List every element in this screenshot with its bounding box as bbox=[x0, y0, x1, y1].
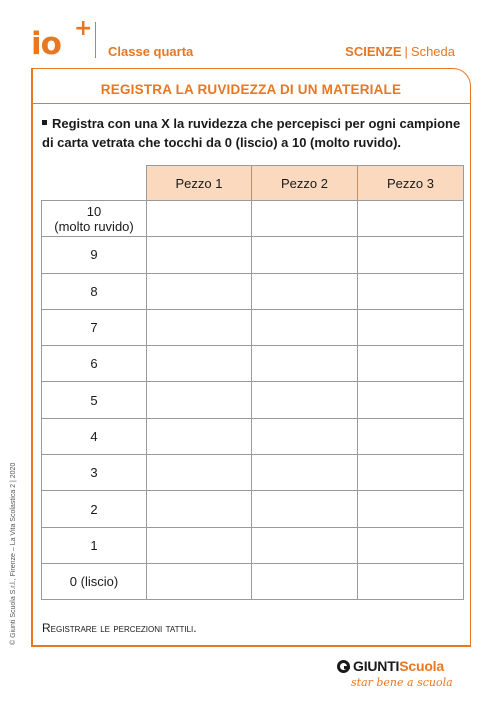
footer-note: Registrare le percezioni tattili. bbox=[42, 621, 197, 635]
answer-cell[interactable] bbox=[252, 201, 358, 237]
answer-cell[interactable] bbox=[358, 237, 464, 273]
answer-cell[interactable] bbox=[358, 455, 464, 491]
answer-cell[interactable] bbox=[358, 491, 464, 527]
answer-cell[interactable] bbox=[252, 382, 358, 418]
row-label bbox=[42, 382, 147, 418]
plus-icon: + bbox=[74, 16, 93, 41]
answer-cell[interactable] bbox=[147, 309, 252, 345]
table-row bbox=[42, 237, 464, 273]
answer-cell[interactable] bbox=[358, 382, 464, 418]
answer-cell[interactable] bbox=[358, 563, 464, 599]
row-label-value: 9 bbox=[90, 247, 98, 263]
logo-text: io bbox=[31, 26, 61, 62]
row-label bbox=[42, 455, 147, 491]
card-border-bottom bbox=[31, 645, 471, 647]
row-label-value: 4 bbox=[90, 428, 98, 444]
subject-label bbox=[345, 44, 455, 59]
answer-cell[interactable] bbox=[252, 346, 358, 382]
row-label bbox=[42, 491, 147, 527]
table-row bbox=[42, 455, 464, 491]
row-label-value: 0 (liscio) bbox=[69, 574, 119, 590]
answer-cell[interactable] bbox=[147, 527, 252, 563]
sheet-label: Scheda bbox=[410, 44, 455, 59]
row-label bbox=[42, 346, 147, 382]
giunti-scuola-logo bbox=[337, 658, 457, 694]
grade-label: Classe quarta bbox=[108, 44, 194, 59]
subject-name: SCIENZE bbox=[345, 44, 402, 59]
row-label-value: 3 bbox=[90, 465, 98, 481]
row-label-value: 1 bbox=[90, 537, 98, 553]
giunti-g-icon bbox=[337, 660, 350, 673]
instruction-body: Registra con una X la ruvidezza che percepisci per ogni campione di carta vetrata che tocchi da 0 (liscio) a 10 (molto ruvido). bbox=[42, 116, 461, 150]
table-corner bbox=[42, 166, 147, 201]
table-row bbox=[42, 346, 464, 382]
brand-name-part2: Scuola bbox=[399, 658, 444, 674]
card-border-left bbox=[31, 68, 33, 646]
answer-cell[interactable] bbox=[147, 455, 252, 491]
row-label bbox=[42, 563, 147, 599]
answer-cell[interactable] bbox=[147, 418, 252, 454]
row-label-value: 5 bbox=[90, 392, 98, 408]
row-label-value: 8 bbox=[90, 283, 98, 299]
row-label-value: 6 bbox=[90, 356, 98, 372]
answer-cell[interactable] bbox=[358, 309, 464, 345]
answer-cell[interactable] bbox=[147, 273, 252, 309]
header-divider bbox=[95, 22, 96, 58]
row-label bbox=[42, 418, 147, 454]
column-header: Pezzo 2 bbox=[252, 166, 358, 201]
answer-cell[interactable] bbox=[252, 455, 358, 491]
instruction-text bbox=[42, 114, 467, 152]
row-label-value: 7 bbox=[90, 320, 98, 336]
row-label bbox=[42, 309, 147, 345]
row-label bbox=[42, 527, 147, 563]
table-row bbox=[42, 527, 464, 563]
row-label-sub: (molto ruvido) bbox=[54, 218, 134, 234]
subject-separator: | bbox=[404, 44, 408, 59]
row-label bbox=[42, 273, 147, 309]
answer-cell[interactable] bbox=[252, 527, 358, 563]
answer-cell[interactable] bbox=[252, 491, 358, 527]
row-label-value: 10 bbox=[86, 203, 102, 219]
answer-cell[interactable] bbox=[358, 418, 464, 454]
table-row bbox=[42, 273, 464, 309]
table-row bbox=[42, 201, 464, 237]
worksheet-title: REGISTRA LA RUVIDEZZA DI UN MATERIALE bbox=[100, 82, 402, 97]
answer-cell[interactable] bbox=[358, 527, 464, 563]
answer-cell[interactable] bbox=[147, 346, 252, 382]
answer-cell[interactable] bbox=[252, 273, 358, 309]
answer-cell[interactable] bbox=[147, 491, 252, 527]
answer-cell[interactable] bbox=[358, 273, 464, 309]
answer-cell[interactable] bbox=[252, 237, 358, 273]
title-divider bbox=[31, 103, 471, 104]
table-row bbox=[42, 382, 464, 418]
brand-name-part1: GIUNTI bbox=[353, 658, 400, 674]
table-row bbox=[42, 491, 464, 527]
table-row bbox=[42, 309, 464, 345]
answer-cell[interactable] bbox=[252, 309, 358, 345]
answer-cell[interactable] bbox=[147, 237, 252, 273]
column-header: Pezzo 1 bbox=[147, 166, 252, 201]
table-row bbox=[42, 563, 464, 599]
row-label-value: 2 bbox=[90, 501, 98, 517]
answer-cell[interactable] bbox=[147, 201, 252, 237]
table-header-row bbox=[42, 166, 464, 201]
row-label bbox=[42, 237, 147, 273]
brand-name bbox=[353, 658, 444, 674]
bullet-icon bbox=[42, 120, 47, 125]
answer-cell[interactable] bbox=[252, 563, 358, 599]
column-header: Pezzo 3 bbox=[358, 166, 464, 201]
answer-cell[interactable] bbox=[147, 382, 252, 418]
row-label bbox=[42, 201, 147, 237]
answer-cell[interactable] bbox=[147, 563, 252, 599]
brand-tagline: star bene a scuola bbox=[351, 676, 453, 689]
answer-cell[interactable] bbox=[358, 346, 464, 382]
copyright-credit: © Giunti Scuola S.r.l., Firenze – La Vita Scolastica 2 | 2020 bbox=[10, 462, 17, 645]
table-row bbox=[42, 418, 464, 454]
answer-cell[interactable] bbox=[252, 418, 358, 454]
roughness-table bbox=[41, 165, 464, 600]
answer-cell[interactable] bbox=[358, 201, 464, 237]
io-plus-logo bbox=[31, 16, 93, 64]
